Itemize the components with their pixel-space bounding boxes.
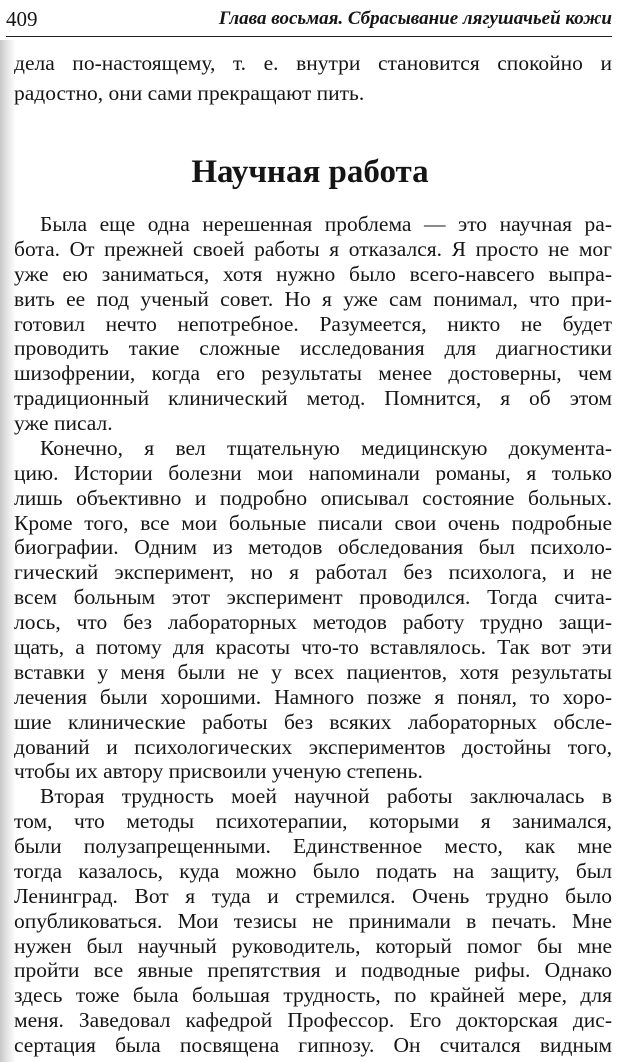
text-line: чтобы их автору присвоили ученую степень.: [14, 759, 423, 784]
section-heading: Научная работа: [191, 154, 429, 190]
text-line: лечения были хорошими. Намного позже я понял, то хоро-: [14, 684, 612, 709]
text-line: шизофрении, когда его результаты менее достоверны, чем: [14, 361, 612, 386]
text-line: опубликоваться. Мои тезисы не принимали в печать. Мне: [14, 908, 612, 933]
text-line: радостно, они сами прекращают пить.: [14, 81, 365, 105]
text-line: дела по-настоящему, т. е. внутри становится спокойно и: [14, 51, 612, 75]
text-line: Ленинград. Вот я туда и стремился. Очень трудно было: [14, 883, 612, 908]
text-line: Конечно, я вел тщательную медицинскую документа-: [40, 435, 612, 460]
text-line: уже ею заниматься, хотя нужно было всего-навсего выпра-: [14, 261, 612, 286]
text-line: лишь объективно и подробно описывал состояние больных.: [14, 485, 612, 510]
text-line: здесь тоже была большая трудность, по крайней мере, для: [14, 983, 612, 1008]
text-line: были полузапрещенными. Единственное место, как мне: [14, 834, 612, 859]
text-line: дований и психологических экспериментов достойны того,: [14, 734, 612, 759]
text-line: сертация была посвящена гипнозу. Он считался видным: [14, 1033, 612, 1058]
running-header: [6, 4, 612, 34]
text-line: Кроме того, все мои больные писали свои очень подробные: [14, 510, 612, 535]
text-line: том, что методы психотерапии, которыми я занимался,: [14, 809, 612, 834]
text-line: уже писал.: [14, 411, 113, 436]
text-line: вставки у меня были не у всех пациентов, хотя результаты: [14, 659, 612, 684]
text-line: Была еще одна нерешенная проблема — это научная ра-: [40, 212, 612, 236]
text-line: бота. От прежней своей работы я отказался. Я просто не мог: [14, 236, 612, 261]
running-title: Глава восьмая. Сбрасывание лягушачьей кожи: [218, 8, 612, 29]
text-line: проводить такие сложные исследования для диагностики: [14, 336, 612, 361]
header-rule: [6, 36, 612, 37]
text-line: нужен был научный руководитель, который помог бы мне: [14, 933, 612, 958]
text-line: цию. Истории болезни мои напоминали романы, я только: [14, 460, 612, 485]
text-line: щать, а потому для красоты что-то вставлялось. Так вот эти: [14, 635, 612, 659]
text-line: гический эксперимент, но я работал без психолога, и не: [14, 560, 612, 585]
text-line: меня. Заведовал кафедрой Профессор. Его докторская дис-: [14, 1008, 612, 1033]
text-line: пройти все явные препятствия и подводные рифы. Однако: [14, 958, 612, 983]
text-line: вить ее под ученый совет. Но я уже сам понимал, что при-: [14, 286, 612, 311]
text-line: тогда казалось, куда можно было подать на защиту, был: [14, 858, 612, 883]
text-line: лось, что без лабораторных методов работу трудно защи-: [14, 610, 612, 635]
page-number: 409: [6, 7, 38, 31]
text-line: всем больным этот эксперимент проводился. Тогда счита-: [14, 585, 612, 610]
text-line: шие клинические работы без всяких лабораторных обсле-: [14, 709, 612, 734]
text-line: готовил нечто непотребное. Разумеется, никто не будет: [14, 311, 612, 336]
text-line: традиционный клинический метод. Помнится, я об этом: [14, 386, 612, 411]
text-line: Вторая трудность моей научной работы заключалась в: [40, 784, 612, 809]
text-line: биографии. Одним из методов обследования был психоло-: [14, 535, 612, 560]
